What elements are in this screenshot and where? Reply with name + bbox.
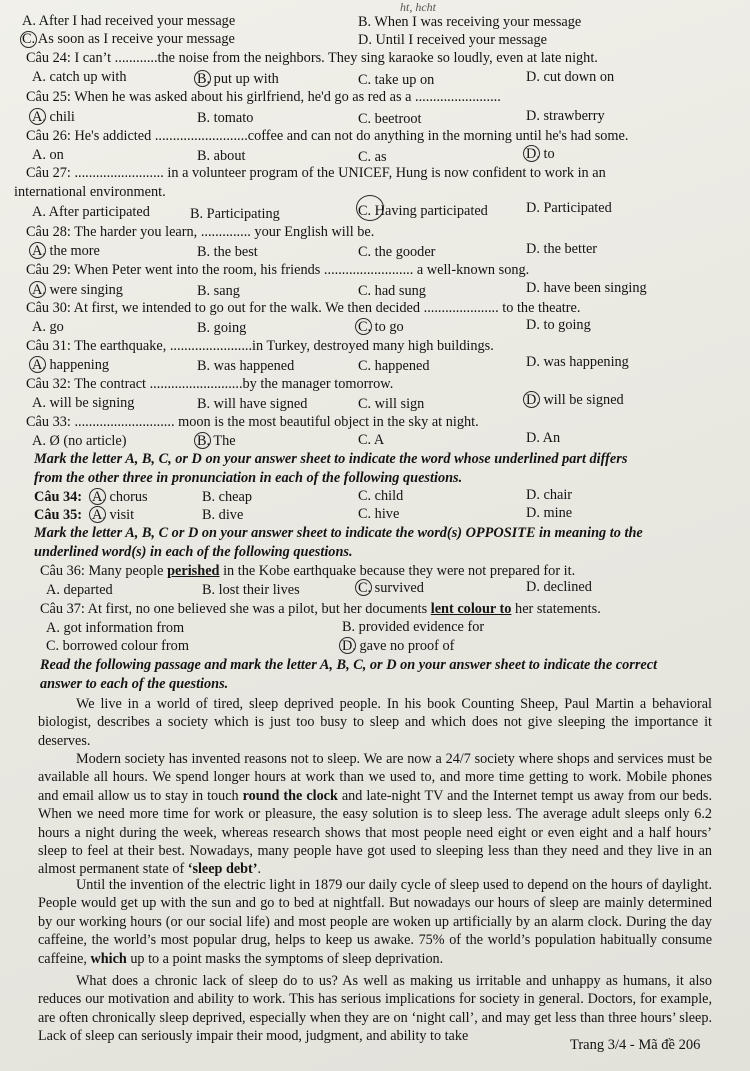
q33-stem: Câu 33: ............................ moon is the most beautiful object in the sky at night. (26, 414, 479, 430)
handwritten-scribble: ht, hcht (400, 0, 436, 14)
q36-stem-pre: Câu 36: Many people (40, 563, 168, 579)
q27-option-a[interactable]: A. After participated (32, 204, 150, 220)
q35-number: Câu 35: (34, 507, 83, 523)
q24-option-a[interactable]: A. catch up with (32, 69, 127, 85)
q37-underlined-phrase: lent colour to (430, 601, 512, 617)
q29-option-b[interactable]: B. sang (197, 283, 240, 299)
q32-option-d[interactable]: D. will be signed (526, 392, 624, 408)
q35-option-c[interactable]: C. hive (358, 506, 400, 522)
q37-option-b[interactable]: B. provided evidence for (342, 619, 485, 635)
page-footer: Trang 3/4 - Mã đề 206 (570, 1037, 701, 1053)
q23-answer-circle (20, 31, 37, 48)
q37-option-d[interactable]: D. gave no proof of (342, 638, 455, 654)
q23-option-c[interactable]: C. As soon as I receive your message (22, 31, 235, 47)
q33-option-b[interactable]: B. The (197, 433, 236, 449)
q24-option-d[interactable]: D. cut down on (526, 69, 615, 85)
p2-text-a: Modern society has invented reasons not to sleep. We are now a 24/7 society where shops and services must be available all hours. We spend longer hours at work than we used to, and more time getting to work. Mobile phones and email allow us to stay in touch (38, 751, 712, 804)
q33-option-d[interactable]: D. An (526, 430, 561, 446)
q31-option-a[interactable]: A. happening (32, 357, 110, 373)
q37-stem (40, 600, 601, 618)
q37-answer-circle (339, 637, 356, 654)
q35-option-a[interactable]: A. visit (92, 507, 135, 523)
instruction-opposite-line2: underlined word(s) in each of the following questions. (34, 544, 353, 560)
q23-option-b[interactable]: B. When I was receiving your message (358, 14, 582, 30)
instruction-pronunciation-line1: Mark the letter A, B, C, or D on your answer sheet to indicate the word whose underlined part differs (34, 451, 628, 467)
q33-answer-circle (194, 432, 211, 449)
q31-option-d[interactable]: D. was happening (526, 354, 629, 370)
q32-option-b[interactable]: B. will have signed (197, 396, 308, 412)
q36-option-b[interactable]: B. lost their lives (202, 582, 300, 598)
q30-option-b[interactable]: B. going (197, 320, 247, 336)
q31-stem: Câu 31: The earthquake, .......................in Turkey, destroyed many high buildings. (26, 338, 494, 354)
q26-stem: Câu 26: He's addicted ..........................coffee and can not do anything in the morning until he's had some. (26, 128, 629, 144)
q31-option-b[interactable]: B. was happened (197, 358, 295, 374)
passage-paragraph-4: What does a chronic lack of sleep do to us? As well as making us irritable and unhappy as humans, it also reduces our motivation and ability to work. This has serious implications for society in general. Doctors, for example, are often chronically sleep deprived, especially when they are on ‘night call’, and may get less than three hours’ sleep. Lack of sleep can seriously impair their mood, judgment, and ability to take (38, 973, 712, 1045)
q27-stem: Câu 27: ......................... in a volunteer program of the UNICEF, Hung is now confident to work in an (26, 165, 606, 181)
q24-stem: Câu 24: I can’t ............the noise from the neighbors. They sing karaoke so loudly, even at late night. (26, 50, 598, 66)
q26-option-b[interactable]: B. about (197, 148, 246, 164)
q34-option-c[interactable]: C. child (358, 488, 404, 504)
q33-option-c[interactable]: C. A (358, 432, 385, 448)
q24-option-c[interactable]: C. take up on (358, 72, 435, 88)
q30-stem: Câu 30: At first, we intended to go out for the walk. We then decided ..................... to the theatre. (26, 300, 581, 316)
q37-option-a[interactable]: A. got information from (46, 620, 185, 636)
q34-answer-circle (89, 488, 106, 505)
q30-option-c[interactable]: C. to go (358, 319, 404, 335)
q36-stem-post: in the Kobe earthquake because they were not prepared for it. (219, 563, 576, 579)
q32-answer-circle (523, 391, 540, 408)
instruction-reading-line1: Read the following passage and mark the letter A, B, C, or D on your answer sheet to indicate the correct (40, 657, 658, 673)
q36-option-a[interactable]: A. departed (46, 582, 113, 598)
instruction-reading-line2: answer to each of the questions. (40, 676, 229, 692)
q25-stem: Câu 25: When he was asked about his girlfriend, he'd go as red as a ........................ (26, 89, 501, 105)
p2-bold-sleep-debt: ‘sleep debt’ (187, 861, 258, 878)
p2-text-e: . (257, 861, 262, 878)
q27-option-d[interactable]: D. Participated (526, 200, 612, 216)
q36-underlined-word: perished (167, 563, 220, 579)
q35-option-d[interactable]: D. mine (526, 505, 573, 521)
q28-option-c[interactable]: C. the gooder (358, 244, 436, 260)
q28-stem: Câu 28: The harder you learn, .............. your English will be. (26, 224, 375, 240)
q34-number: Câu 34: (34, 489, 83, 505)
p2-text-c: and late-night TV and the Internet tempt us away from our beds. When we need more time for work or pleasure, the easy solution is to sleep less. The average adult sleeps only 6.2 hours a night during the week, whereas research shows that most people need eight or even eight and a half hours’ sleep to feel at their best. Nowadays, many people have got used to sleeping less than they need and they live in an almost permanent state of (38, 787, 712, 878)
q29-option-a[interactable]: A. were singing (32, 282, 123, 298)
q32-stem: Câu 32: The contract ..........................by the manager tomorrow. (26, 376, 394, 392)
q25-option-c[interactable]: C. beetroot (358, 111, 422, 127)
q23-option-d[interactable]: D. Until I received your message (358, 32, 547, 48)
q37-stem-pre: Câu 37: At first, no one believed she was a pilot, but her documents (40, 601, 431, 617)
q25-option-d[interactable]: D. strawberry (526, 108, 605, 124)
p3-text-c: up to a point masks the symptoms of sleep deprivation. (126, 950, 444, 967)
q28-option-b[interactable]: B. the best (197, 244, 258, 260)
passage-paragraph-3 (38, 876, 712, 968)
q35-option-b[interactable]: B. dive (202, 507, 244, 523)
passage-paragraph-1: We live in a world of tired, sleep deprived people. In his book Counting Sheep, Paul Martin a behavioral biologist, describes a society which is just too busy to sleep and which does not give sleeping the importance it deserves. (38, 696, 712, 749)
q28-answer-circle (29, 242, 46, 259)
p2-bold-round-the-clock: round the clock (242, 787, 338, 804)
q24-option-b[interactable]: B. put up with (197, 71, 279, 87)
q25-option-a[interactable]: A. chili (32, 109, 75, 125)
q27-stem-cont: international environment. (14, 184, 166, 200)
p3-text-a: Until the invention of the electric light in 1879 our daily cycle of sleep used to depend on the hours of daylight. People would get up with the sun and go to bed at nightfall. But nowadays our hours of sleep are mainly determined by our working hours (or our social life) and most people are woken up artificially by an alarm clock. During the day caffeine, the world’s most popular drug, helps to keep us awake. 75% of the world’s population habitually consume caffeine, (38, 877, 712, 967)
q24-answer-circle (194, 70, 211, 87)
q36-option-c[interactable]: C. survived (358, 580, 424, 596)
q30-answer-circle (355, 318, 372, 335)
q25-answer-circle (29, 108, 46, 125)
q36-answer-circle (355, 579, 372, 596)
q32-option-c[interactable]: C. will sign (358, 396, 425, 412)
q23-option-a[interactable]: A. After I had received your message (22, 13, 236, 29)
q27-answer-circle (356, 195, 384, 221)
q27-option-b[interactable]: B. Participating (190, 206, 280, 222)
q31-option-c[interactable]: C. happened (358, 358, 430, 374)
q28-option-d[interactable]: D. the better (526, 241, 598, 257)
q26-option-c[interactable]: C. as (358, 149, 387, 165)
q32-option-a[interactable]: A. will be signing (32, 395, 135, 411)
q25-option-b[interactable]: B. tomato (197, 110, 254, 126)
q37-option-c[interactable]: C. borrowed colour from (46, 638, 189, 654)
q29-option-d[interactable]: D. have been singing (526, 280, 647, 296)
q30-option-a[interactable]: A. go (32, 319, 64, 335)
q29-option-c[interactable]: C. had sung (358, 283, 426, 299)
p3-bold-which: which (90, 950, 127, 967)
q37-stem-post: her statements. (511, 601, 601, 617)
q26-answer-circle (523, 145, 540, 162)
q33-option-a[interactable]: A. Ø (no article) (32, 433, 127, 449)
q26-option-a[interactable]: A. on (32, 147, 64, 163)
q36-option-d[interactable]: D. declined (526, 579, 592, 595)
q34-option-d[interactable]: D. chair (526, 487, 573, 503)
q28-option-a[interactable]: A. the more (32, 243, 100, 259)
q34-option-b[interactable]: B. cheap (202, 489, 253, 505)
q30-option-d[interactable]: D. to going (526, 317, 591, 333)
q27-option-c[interactable]: C. Having participated (358, 203, 488, 219)
q36-stem (40, 562, 575, 580)
instruction-pronunciation-line2: from the other three in pronunciation in each of the following questions. (34, 470, 463, 486)
q29-answer-circle (29, 281, 46, 298)
q34-option-a[interactable]: A. chorus (92, 489, 148, 505)
q26-option-d[interactable]: D. to (526, 146, 555, 162)
q29-stem: Câu 29: When Peter went into the room, his friends ......................... a well-known song. (26, 262, 530, 278)
passage-paragraph-2 (38, 750, 712, 879)
q31-answer-circle (29, 356, 46, 373)
instruction-opposite-line1: Mark the letter A, B, C or D on your answer sheet to indicate the word(s) OPPOSITE in meaning to the (34, 525, 643, 541)
q35-answer-circle (89, 506, 106, 523)
